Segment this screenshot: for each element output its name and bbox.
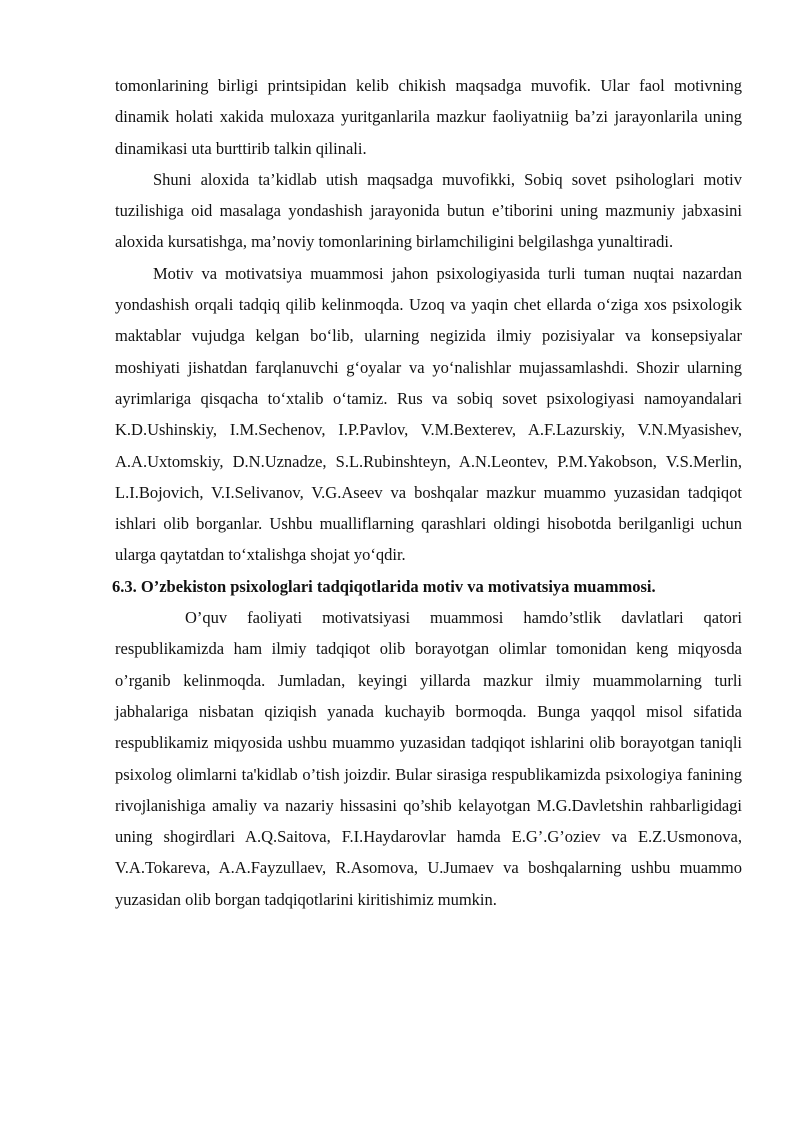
paragraph-3: Motiv va motivatsiya muammosi jahon psixologiyasida turli tuman nuqtai nazardan yondashish orqali tadqiq qilib kelinmoqda. Uzoq va yaqin chet ellarda o‘ziga xos psixologik maktablar vujudga kelgan bo‘lib, ularning negizida ilmiy pozisiyalar va konsepsiyalar moshiyati jishatdan farqlanuvchi g‘oyalar va yo‘nalishlar mujassamlashdi. Shozir ularning ayrimlariga qisqacha to‘xtalib o‘tamiz. Rus va sobiq sovet psixologiyasi namoyandalari K.D.Ushinskiy, I.M.Sechenov, I.P.Pavlov, V.M.Bexterev, A.F.Lazurskiy, V.N.Myasishev, A.A.Uxtomskiy, D.N.Uznadze, S.L.Rubinshteyn, A.N.Leontev, P.M.Yakobson, V.S.Merlin, L.I.Bojovich, V.I.Selivanov, V.G.Aseev va boshqalar mazkur muammo yuzasidan tadqiqot ishlari olib borganlar. Ushbu mualliflarning qarashlari oldingi hisobotda berilganligi uchun ularga qaytatdan to‘xtalishga shojat yo‘qdir. xyxy=(115,263,742,565)
section-heading: 6.3. O’zbekiston psixologlari tadqiqotlarida motiv va motivatsiya muammosi. xyxy=(112,576,656,596)
paragraph-4: O’quv faoliyati motivatsiyasi muammosi hamdo’stlik davlatlari qatori respublikamizda ham ilmiy tadqiqot olib borayotgan olimlar tomonidan keng miqyosda o’rganib kelinmoqda. Jumladan, keyingi yillarda mazkur ilmiy muammolarning turli jabhalariga nisbatan qiziqish yanada kuchayib bormoqda. Bunga yaqqol misol sifatida respublikamiz miqyosida ushbu muammo yuzasidan tadqiqot ishlarini olib borayotgan taniqli psixolog olimlarni ta'kidlab o’tish joizdir. Bular sirasiga respublikamizda psixologiya fanining rivojlanishiga amaliy va nazariy hissasini qo’shib kelayotgan M.G.Davletshin rahbarligidagi uning shogirdlari A.Q.Saitova, F.I.Haydarovlar hamda E.G’.G’oziev va E.Z.Usmonova, V.A.Tokareva, A.A.Fayzullaev, R.Asomova, U.Jumaev va boshqalarning ushbu muammo yuzasidan olib borgan tadqiqotlarini kiritishimiz mumkin. xyxy=(115,608,742,909)
document-body xyxy=(112,70,742,915)
paragraph-1: tomonlarining birligi printsipidan kelib chikish maqsadga muvofik. Ular faol motivning dinamik holati xakida muloxaza yuritganlarila mazkur faoliyatniig ba’zi jarayonlarila uning dinamikasi uta burttirib talkin qilinali. xyxy=(115,76,742,158)
paragraph-2: Shuni aloxida ta’kidlab utish maqsadga muvofikki, Sobiq sovet psihologlari motiv tuzilishiga oid masalaga yondashish jarayonida butun e’tiborini uning mazmuniy jabxasini aloxida kursatishga, ma’noviy tomonlarining birlamchiligini belgilashga yunaltiradi. xyxy=(115,169,742,252)
